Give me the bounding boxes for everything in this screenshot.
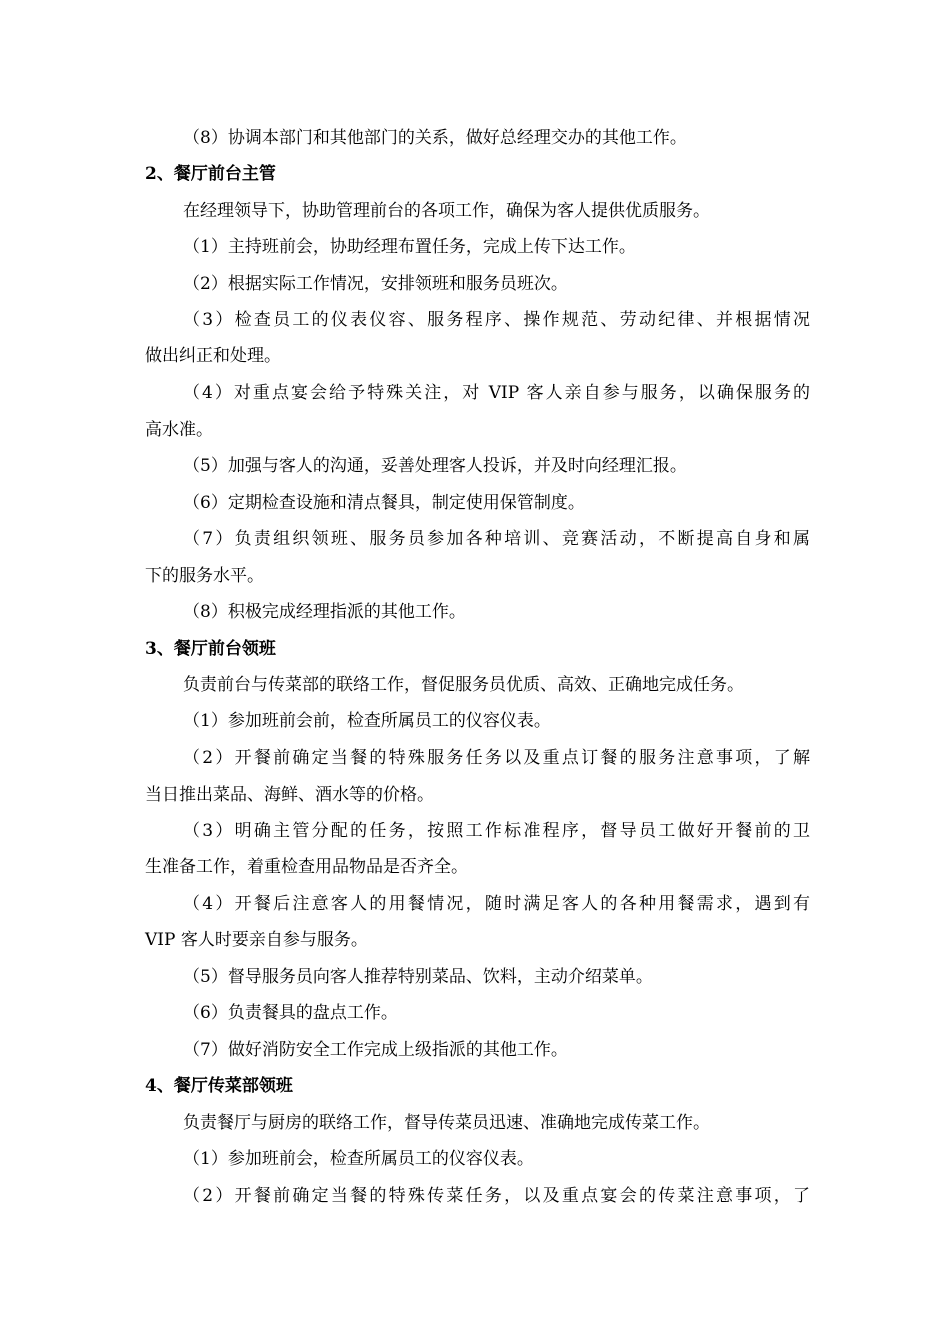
paragraph-line: 当日推出菜品、海鲜、酒水等的价格。 xyxy=(145,785,434,805)
paragraph-line: 下的服务水平。 xyxy=(145,566,264,586)
paragraph-line: 高水准。 xyxy=(145,420,213,440)
paragraph-line: （1）参加班前会，检查所属员工的仪容仪表。 xyxy=(183,1149,534,1169)
paragraph-line: （6）定期检查设施和清点餐具，制定使用保管制度。 xyxy=(183,493,585,513)
paragraph-line: （8）积极完成经理指派的其他工作。 xyxy=(183,602,466,622)
paragraph-line: 负责前台与传菜部的联络工作，督促服务员优质、高效、正确地完成任务。 xyxy=(183,675,744,695)
paragraph-line: （5）加强与客人的沟通，妥善处理客人投诉，并及时向经理汇报。 xyxy=(183,456,687,476)
paragraph-line: （2）开餐前确定当餐的特殊传菜任务，以及重点宴会的传菜注意事项，了 xyxy=(183,1186,810,1206)
paragraph-line: （5）督导服务员向客人推荐特别菜品、饮料，主动介绍菜单。 xyxy=(183,967,653,987)
paragraph-line: （2）开餐前确定当餐的特殊服务任务以及重点订餐的服务注意事项，了解 xyxy=(183,748,810,768)
paragraph-line: （7）做好消防安全工作完成上级指派的其他工作。 xyxy=(183,1040,568,1060)
section-heading: 2、餐厅前台主管 xyxy=(145,164,276,184)
paragraph-line: 在经理领导下，协助管理前台的各项工作，确保为客人提供优质服务。 xyxy=(183,201,710,221)
paragraph-line: 做出纠正和处理。 xyxy=(145,346,281,366)
paragraph-line: （1）主持班前会，协助经理布置任务，完成上传下达工作。 xyxy=(183,237,636,257)
section-heading: 4、餐厅传菜部领班 xyxy=(145,1076,293,1096)
paragraph-line: （6）负责餐具的盘点工作。 xyxy=(183,1003,398,1023)
paragraph-line: VIP 客人时要亲自参与服务。 xyxy=(145,930,368,950)
paragraph-line: （8）协调本部门和其他部门的关系，做好总经理交办的其他工作。 xyxy=(183,128,687,148)
paragraph-line: （4）开餐后注意客人的用餐情况，随时满足客人的各种用餐需求，遇到有 xyxy=(183,894,810,914)
paragraph-line: （1）参加班前会前，检查所属员工的仪容仪表。 xyxy=(183,711,551,731)
paragraph-line: 负责餐厅与厨房的联络工作，督导传菜员迅速、准确地完成传菜工作。 xyxy=(183,1113,710,1133)
paragraph-line: （4）对重点宴会给予特殊关注，对 VIP 客人亲自参与服务，以确保服务的 xyxy=(183,383,810,403)
paragraph-line: （3）明确主管分配的任务，按照工作标准程序，督导员工做好开餐前的卫 xyxy=(183,821,810,841)
paragraph-line: （2）根据实际工作情况，安排领班和服务员班次。 xyxy=(183,274,568,294)
section-heading: 3、餐厅前台领班 xyxy=(145,639,276,659)
paragraph-line: （3）检查员工的仪表仪容、服务程序、操作规范、劳动纪律、并根据情况 xyxy=(183,310,810,330)
paragraph-line: （7）负责组织领班、服务员参加各种培训、竞赛活动，不断提高自身和属 xyxy=(183,529,810,549)
paragraph-line: 生准备工作，着重检查用品物品是否齐全。 xyxy=(145,857,468,877)
